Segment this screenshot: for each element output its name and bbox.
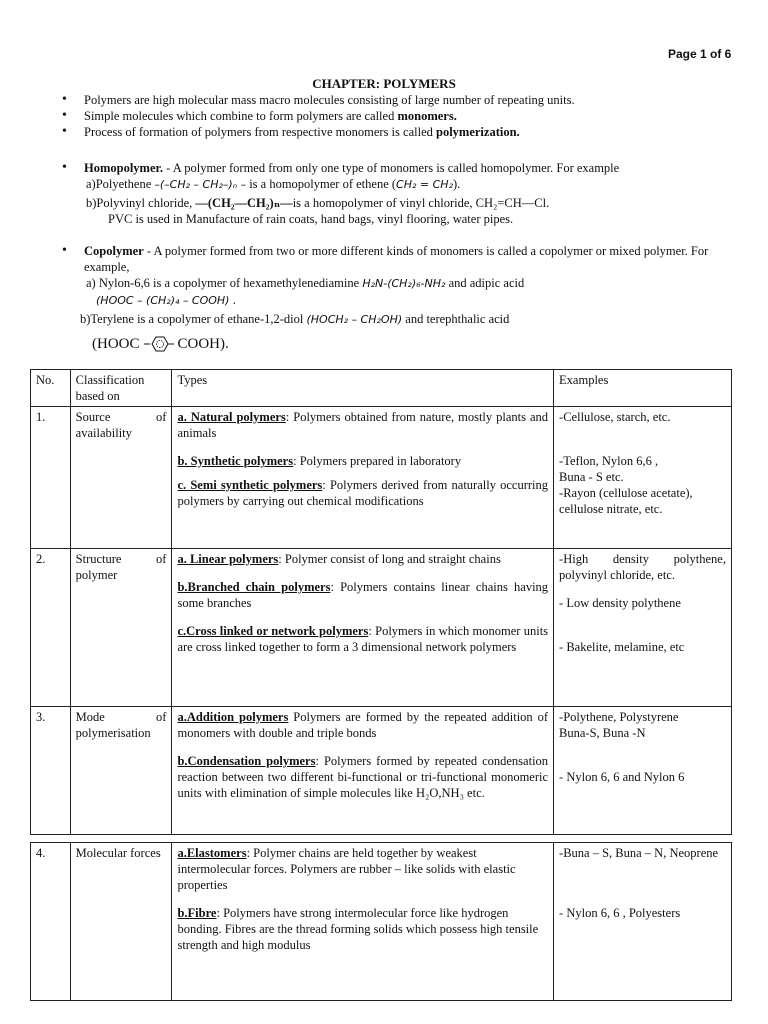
table-row: 4. Molecular forces a.Elastomers: Polymer chains are held together by weakest intermolecular forces. Polymers are rubber – like solids with elastic properties b.Fibre: Polymers have strong intermolecular force like hydrogen bonding. Fibres are the thread forming solids which possess high tensile strength and high modulus -Buna – S, Buna – N, Neoprene - Nylon 6, 6 , Polyesters <box>31 843 732 1001</box>
copolymer-section <box>62 243 742 354</box>
table-row: 3. Mode of polymerisation a.Addition polymers Polymers are formed by the repeated addition of monomers with double and triple bonds b.Condensation polymers: Polymers formed by repeated condensation reaction between two different bi-functional or tri-functional monomeric units with elimination of simple molecules like H₂O,NH₃ etc. -Polythene, Polystyrene Buna-S, Buna -N - Nylon 6, 6 and Nylon 6 <box>31 707 732 835</box>
copolymer-example-b: b)Terylene is a copolymer of ethane-1,2-diol (HOCH₂ – CH₂OH) and terephthalic acid <box>80 312 510 326</box>
copolymer-definition: • Copolymer - A polymer formed from two or more different kinds of monomers is called a copolymer or mixed polymer. For example, <box>62 243 742 275</box>
benzene-ring-icon <box>144 334 174 354</box>
header-examples: Examples <box>554 370 732 407</box>
homopolymer-example-a: a)Polyethene –(–CH₂ – CH₂–)ₙ – is a homopolymer of ethene (CH₂ = CH₂). <box>86 177 461 191</box>
intro-item: • Polymers are high molecular mass macro molecules consisting of large number of repeating units. <box>62 92 742 108</box>
header-classification: Classification based on <box>70 370 172 407</box>
classification-table <box>30 369 732 835</box>
page-number: Page 1 of 6 <box>668 47 732 61</box>
header-types: Types <box>172 370 554 407</box>
homopolymer-definition: • Homopolymer. - A polymer formed from only one type of monomers is called homopolymer. For example <box>62 160 742 176</box>
intro-list <box>62 92 742 140</box>
intro-item: • Simple molecules which combine to form polymers are called monomers. <box>62 108 742 124</box>
chapter-title: CHAPTER: POLYMERS <box>312 76 456 91</box>
table-row: 1. Source of availability a. Natural polymers: Polymers obtained from nature, mostly plants and animals b. Synthetic polymers: Polymers prepared in laboratory c. Semi synthetic polymers: Polymers derived from naturally occurring polymers by carrying out chemical modifications -Cellulose, starch, etc. -Teflon, Nylon 6,6 , Buna - S etc. -Rayon (cellulose acetate), cellulose nitrate, etc. <box>31 407 732 549</box>
terephthalic-acid-formula: (HOOC COOH). <box>92 336 229 352</box>
copolymer-example-a: a) Nylon-6,6 is a copolymer of hexamethylenediamine H₂N-(CH₂)₆-NH₂ and adipic acid <box>86 276 525 290</box>
table-row: 2. Structure of polymer a. Linear polymers: Polymer consist of long and straight chains b.Branched chain polymers: Polymers contains linear chains having some branches c.Cross linked or network polymers: Polymers in which monomer units are cross linked together to form a 3 dimensional network polymers -High density polythene, polyvinyl chloride, etc. - Low density polythene - Bakelite, melamine, etc <box>31 549 732 707</box>
classification-table-continued <box>30 842 732 1001</box>
pvc-note: PVC is used in Manufacture of rain coats, hand bags, vinyl flooring, water pipes. <box>108 212 514 226</box>
homopolymer-example-b: b)Polyvinyl chloride, —(CH₂—CH₂)ₙ—is a homopolymer of vinyl chloride, CH₂=CH—Cl. <box>86 196 550 210</box>
adipic-acid-formula: (HOOC – (CH₂)₄ – COOH) . <box>96 294 237 307</box>
homopolymer-section <box>62 160 742 227</box>
header-no: No. <box>31 370 71 407</box>
intro-item: • Process of formation of polymers from respective monomers is called polymerization. <box>62 124 742 140</box>
table-header-row <box>31 370 732 407</box>
